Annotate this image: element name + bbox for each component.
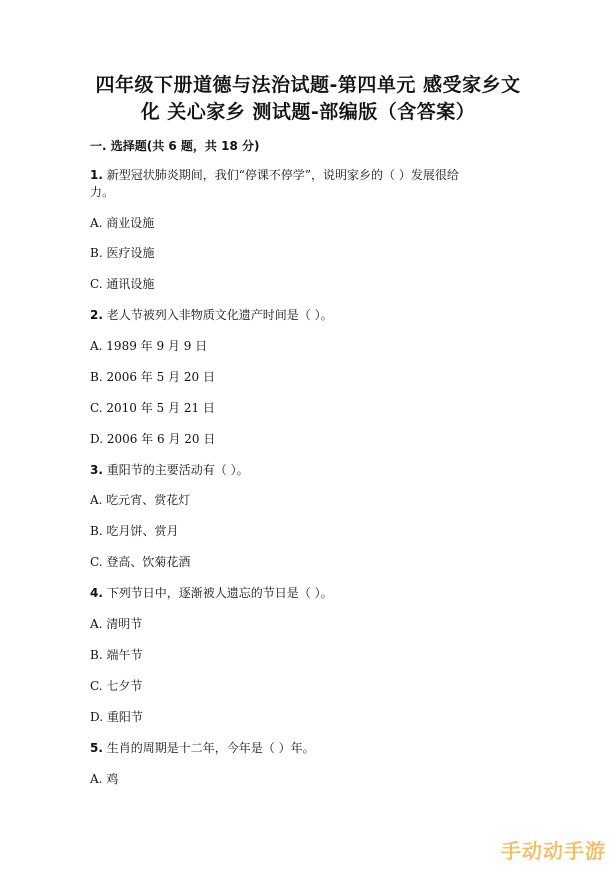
question-number: 1. xyxy=(90,168,103,182)
option-3a: A. 吃元宵、赏花灯 xyxy=(90,493,191,507)
option-3c: C. 登高、饮菊花酒 xyxy=(90,555,191,569)
question-text: 重阳节的主要活动有（ ）。 xyxy=(106,463,249,477)
option-2b: B. 2006 年 5 月 20 日 xyxy=(90,370,215,384)
option-1a: A. 商业设施 xyxy=(90,216,155,230)
question-3 xyxy=(90,462,249,478)
question-text: 生肖的周期是十二年，今年是（ ）年。 xyxy=(106,741,315,755)
question-number: 5. xyxy=(90,741,103,755)
option-2a: A. 1989 年 9 月 9 日 xyxy=(90,339,208,353)
option-2d: D. 2006 年 6 月 20 日 xyxy=(90,432,216,446)
question-text: 老人节被列入非物质文化遗产时间是（ ）。 xyxy=(106,308,333,322)
option-4d: D. 重阳节 xyxy=(90,710,143,724)
question-5 xyxy=(90,740,315,756)
document-title-line-2: 化 关心家乡 测试题-部编版（含答案） xyxy=(140,101,476,123)
option-4a: A. 清明节 xyxy=(90,617,143,631)
question-number: 3. xyxy=(90,463,103,477)
section-heading: 一. 选择题(共 6 题，共 18 分) xyxy=(90,139,260,153)
question-2 xyxy=(90,307,333,323)
option-1b: B. 医疗设施 xyxy=(90,246,155,260)
option-4c: C. 七夕节 xyxy=(90,679,143,693)
watermark-logo: 手动动手游 xyxy=(501,839,606,863)
question-text: 下列节日中，逐渐被人遗忘的节日是（ ）。 xyxy=(106,586,333,600)
question-4 xyxy=(90,585,333,601)
question-1 xyxy=(90,167,459,183)
document-title-line-1: 四年级下册道德与法治试题-第四单元 感受家乡文 xyxy=(95,74,521,96)
question-text: 新型冠状肺炎期间，我们“停课不停学”，说明家乡的（ ）发展很给 xyxy=(106,168,459,182)
option-5a: A. 鸡 xyxy=(90,772,119,786)
question-number: 4. xyxy=(90,586,103,600)
option-4b: B. 端午节 xyxy=(90,648,143,662)
question-number: 2. xyxy=(90,308,103,322)
option-1c: C. 通讯设施 xyxy=(90,277,155,291)
option-3b: B. 吃月饼、赏月 xyxy=(90,524,179,538)
question-1-continuation: 力。 xyxy=(90,185,115,199)
option-2c: C. 2010 年 5 月 21 日 xyxy=(90,401,215,415)
